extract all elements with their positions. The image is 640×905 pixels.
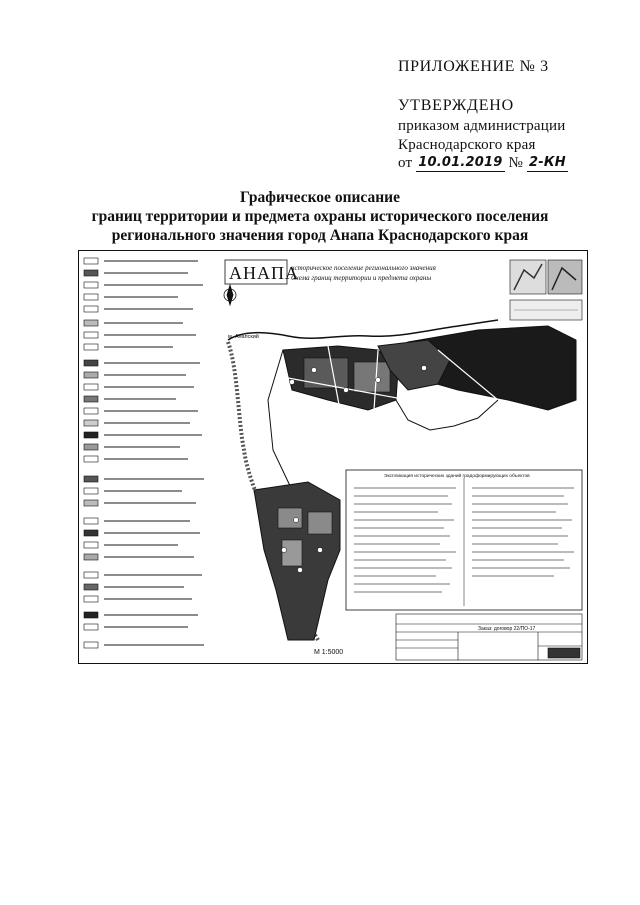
- number-prefix: №: [508, 155, 524, 171]
- cape-label: м. Анапский: [228, 334, 259, 340]
- explication-table: [346, 470, 582, 610]
- approved-label: УТВЕРЖДЕНО: [398, 97, 515, 114]
- approved-region-line: Краснодарского края: [398, 137, 536, 153]
- explication-heading: Экспликация исторических зданий градоформирующих объектов: [384, 474, 530, 479]
- handwritten-number: 2-КН: [529, 155, 566, 170]
- handwritten-date: 10.01.2019: [418, 155, 503, 170]
- stamp-block: [396, 614, 582, 660]
- document-title-line-2: границ территории и предмета охраны исторического поселения: [91, 208, 549, 225]
- map-subtitle-1: историческое поселение регионального значения: [291, 264, 436, 272]
- document-title-line-3: регионального значения город Анапа Краснодарского края: [111, 227, 529, 244]
- inset-maps: [510, 260, 582, 320]
- map-name: АНАПА: [229, 263, 299, 283]
- map-sheet: [78, 250, 588, 664]
- date-prefix: от: [398, 155, 413, 171]
- map-scale: М 1:5000: [314, 649, 344, 656]
- approved-by-line: приказом администрации: [398, 118, 566, 134]
- document-title-line-1: Графическое описание: [239, 189, 400, 206]
- order-date-line: [398, 154, 568, 172]
- appendix-label: ПРИЛОЖЕНИЕ № 3: [398, 58, 549, 75]
- order-label: Заказ: договор 22/ПО-17: [478, 626, 536, 632]
- map-subtitle-2: Схема границ территории и предмета охраны: [291, 274, 432, 282]
